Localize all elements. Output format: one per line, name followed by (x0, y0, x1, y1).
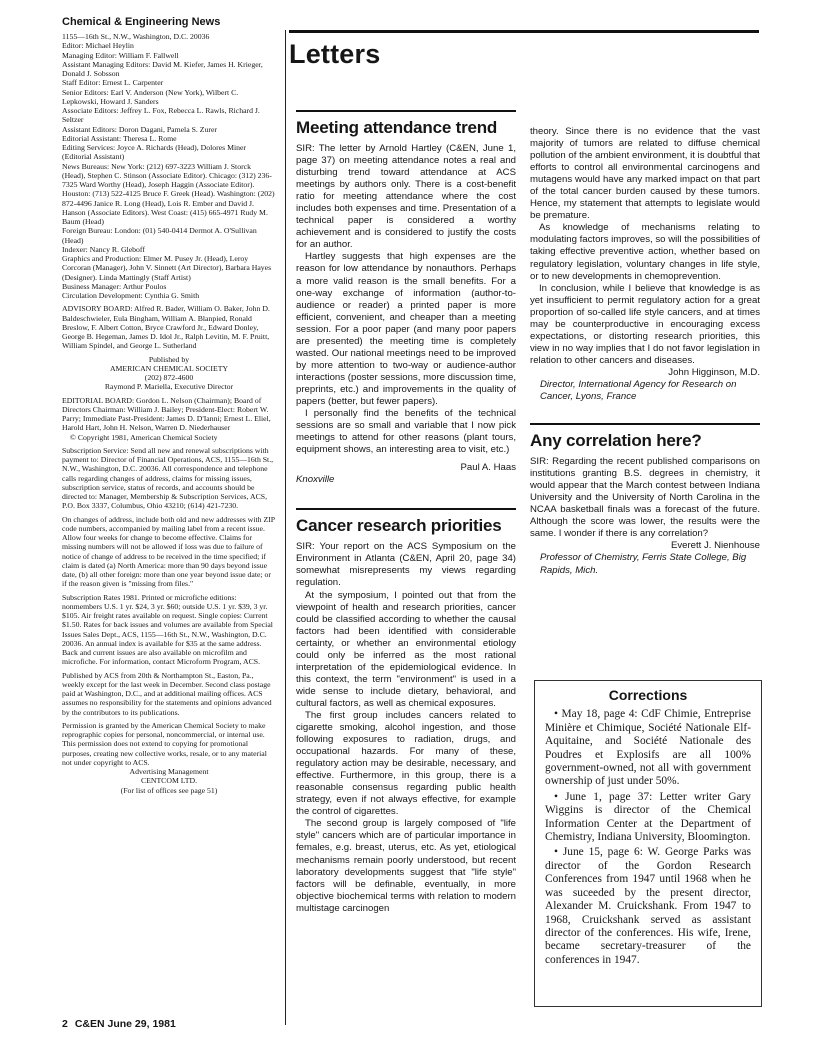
page-number: 2 (62, 1018, 68, 1030)
subscription-rates: Subscription Rates 1981. Printed or microfiche editions: nonmembers U.S. 1 yr. $24, 3 yr. $60; outside U.S. 1 yr. $39, 3 yr. $105. Air freight rates available on request. Single copies: Current $1.50. Rates for back issues and volumes are available from Special Issues Sales Dept., ACS, 1155—16th St., N.W., Washington, D.C. 20036. An annual index is available for $35 at the same address. Back and current issues are also available on microfilm and microfiche. For information, contact Microform Program, ACS. (62, 592, 273, 667)
staff-foreign-bureau: Foreign Bureau: London: (01) 540-0414 Dermot A. O'Sullivan (Head) (62, 226, 257, 245)
meeting-paragraph: I personally find the benefits of the technical sessions are so small and variable that I now pick meetings to attend for other reasons (plant tours, equipment shows, an interesting area to visit, etc.) (296, 408, 516, 456)
staff-managing-editor: Managing Editor: William F. Fallwell (62, 50, 179, 60)
cancer-paragraph: At the symposium, I pointed out that from the viewpoint of health and research priorities, cancer could be classified according to whether the causal factors had been identified with considerable certainty, or whether an environmental etiology could only be inferred as the most rational interpretation of the epidemiological evidence. In this context, the term "environment" is used in a wide sense to include dietary, behavioral, and cultural factors, as well as chemical exposures. (296, 589, 516, 709)
advertising-title: Advertising Management (129, 767, 209, 776)
permission-notice: Permission is granted by the American Chemical Society to make reprographic copies for personal, noncommercial, or internal use. This permission does not extend to copying for promotional purposes, creating new collective works, resale, or to any material not under copyright to ACS. (62, 720, 267, 767)
correction-item: • June 1, page 37: Letter writer Gary Wiggins is director of the Chemical Information Center at the Department of Chemistry, Indiana University, Bloomington. (545, 790, 751, 844)
staff-business-manager: Business Manager: Arthur Poulos (62, 281, 167, 291)
publisher-block (62, 355, 276, 392)
staff-staff-editor: Staff Editor: Ernest L. Carpenter (62, 78, 164, 88)
meeting-paragraph: Hartley suggests that high expenses are the reason for low attendance by nonauthors. Perhaps a more valid reason is the small benefits. For a one-way exchange of information (author-to-audience or reader) a printed paper is more efficient, convenient, and cheaper than a meeting session. For a poor paper (and many poor papers are presented) the meeting time is completely wasted. Our national meetings need to be improved by more attention to two-way or audience-author interactions (poster sessions, more discussion time, preprints, etc.) and improvements in the quality of papers (better, but fewer papers). (296, 251, 516, 407)
staff-associate-editors: Associate Editors: Jeffrey L. Fox, Rebecca L. Rawls, Richard J. Seltzer (62, 106, 260, 125)
corrections-box (534, 680, 762, 1007)
letters-column-right (530, 110, 760, 577)
staff-circulation: Circulation Development: Cynthia G. Smith (62, 291, 200, 300)
publisher-name: AMERICAN CHEMICAL SOCIETY (109, 363, 229, 373)
cancer-continuation: As knowledge of mechanisms relating to modulating factors improves, so will the possibilities of taking effective preventive action, whether based on regulatory legislation, voluntary changes in life style, or to new developments in chemoprevention. (530, 222, 760, 282)
publisher-line: Published by (148, 354, 190, 364)
publication-name: Chemical & Engineering News (62, 16, 221, 28)
masthead-address: 1155—16th St., N.W., Washington, D.C. 20036 (62, 32, 210, 41)
corrections-title: Corrections (608, 687, 688, 703)
correlation-paragraph: SIR: Regarding the recent published comparisons on institutions granting B.S. degrees in chemistry, it would appear that the March contest between Indiana University and the University of North Carolina in the NCAA basketball finals was a forecast of the future. Although the score was lower, the results were the same. I wonder if there is any correlation? (530, 456, 760, 540)
staff-graphics-production: Graphics and Production: Elmer M. Pusey Jr. (Head), Leroy Corcoran (Manager), John V. Sinnett (Art Director), Barbara Hayes (Designer). Linda Mattingly (Staff Artist) (62, 254, 272, 282)
staff-editorial-assistant: Editorial Assistant: Theresa L. Rome (62, 133, 177, 143)
letters-column-left (296, 110, 516, 915)
subscription-service: Subscription Service: Send all new and renewal subscriptions with payment to: Director of Financial Operations, ACS, 1155—16th St., N.W., Washington, D.C. 20036. All correspondence and telephone calls regarding changes of address, claims for missing issues, subscription service, status of records, and accounts should be directed to: Manager, Membership & Subscription Services, ACS, P.O. Box 3337, Columbus, Ohio 43210; (614) 421-7230. (62, 445, 274, 511)
correlation-affiliation: Professor of Chemistry, Ferris State College, Big Rapids, Mich. (540, 552, 747, 576)
publisher-phone: (202) 872-4600 (144, 373, 194, 382)
cancer-continuation: theory. Since there is no evidence that the vast majority of tumors are related to diffuse chemical pollution of the ambient environment, it is doubtful that efforts to control all environmental carcinogens and mutagens would have any marked impact on that part of the total cancer burden caused by these tumors. Hence, my statement that attempts to legislate would be premature. (530, 126, 760, 222)
meeting-signature: Paul A. Haas (460, 462, 516, 474)
section-title: Letters (289, 39, 381, 69)
issue-date: C&EN June 29, 1981 (74, 1018, 176, 1030)
column-divider (285, 30, 286, 1025)
correction-item: • May 18, page 4: CdF Chimie, Entreprise Minière et Chimique, Société Nationale Elf-Aquitaine, and Société Nationale des Poudres et Explosifs are all 100% government-owned, not all with government ownership of just under 50%. (545, 708, 751, 788)
correlation-title: Any correlation here? (530, 423, 760, 451)
cancer-title: Cancer research priorities (296, 508, 516, 536)
meeting-paragraph: SIR: The letter by Arnold Hartley (C&EN, June 1, page 37) on meeting attendance notes a real and disturbing trend toward attendance at ACS meetings by authors only. There is a cost-benefit ratio for meeting attendance where the cost includes both expenses and time. Presentation of a technical paper is considered a worthy achievement and is considered to justify the costs for an author. (296, 143, 516, 251)
staff-news-bureaus: News Bureaus: New York: (212) 697-3223 William J. Storck (Head), Stephen C. Stinson (Associate Editor). Chicago: (312) 236-7325 Ward Worthy (Head), Joseph Haggin (Associate Editor). Houston: (713) 522-4125 Bruce F. Greek (Head). Washington: (202) 872-4496 Janice R. Long (Head), Lois R. Ember and David J. Hanson (Associate Editors). West Coast: (415) 665-4971 Rudy M. Baum (Head) (62, 161, 275, 226)
advertising-block (62, 767, 276, 795)
page-footer (62, 1018, 183, 1030)
advertising-offices: (For list of offices see page 51) (120, 785, 218, 795)
staff-editing-services: Editing Services: Joyce A. Richards (Head), Dolores Miner (Editorial Assistant) (62, 143, 247, 162)
correlation-signature: Everett J. Nienhouse (670, 540, 760, 552)
staff-editor: Editor: Michael Heylin (62, 41, 134, 51)
publisher-director: Raymond P. Mariella, Executive Director (104, 382, 234, 392)
cancer-paragraph: The first group includes cancers related to cigarette smoking, alcohol ingestion, and those following exposures to radiation, drugs, and occupational hazards. For many of these, regulatory action may be desirable, necessary, and effective. Furthermore, in this group, there is a reasonable consensus regarding public health strategy, even if not always effective, for example the control of cigarettes. (296, 709, 516, 818)
cancer-affiliation: Director, International Agency for Research on Cancer, Lyons, France (540, 378, 737, 403)
cancer-paragraph: SIR: Your report on the ACS Symposium on the Environment in Atlanta (C&EN, April 20, page 34) somewhat misrepresents my views regarding regulation. (296, 541, 516, 589)
meeting-title: Meeting attendance trend (296, 110, 516, 138)
meeting-affiliation: Knoxville (296, 474, 335, 486)
correction-item: • June 15, page 6: W. George Parks was director of the Gordon Research Conferences from 1947 until 1968 when he was suceeded by the present director, Alexander M. Cruickshank. From 1947 to 1968, Cruickshank served as assistant director of the conferences. His wife, Irene, became secretary-treasurer of the conferences in 1947. (545, 846, 751, 966)
advisory-board: ADVISORY BOARD: Alfred R. Bader, William O. Baker, John D. Baldeschwieler, Eula Bingham, William A. Blanpied, Ronald Breslow, F. Albert Cotton, Bryce Crawford Jr., Edward Donley, George B. Hegeman, James D. Idol Jr., Ralph Levitin, M. F. Pruitt, William Spindel, and George L. Sutherland (62, 304, 270, 351)
copyright-notice: © Copyright 1981, American Chemical Society (70, 432, 218, 442)
staff-senior-editors: Senior Editors: Earl V. Anderson (New York), Wilbert C. Lepkowski, Howard J. Sanders (62, 87, 239, 106)
publication-notice: Published by ACS from 20th & Northampton St., Easton, Pa., weekly except for the last week in December. Second class postage paid at Washington, D.C., and at additional mailing offices. ACS assumes no responsibility for the statements and opinions advanced by the contributors to its publications. (62, 670, 272, 717)
staff-assistant-managing-editors: Assistant Managing Editors: David M. Kiefer, James H. Krieger, Donald J. Sobsson (62, 59, 263, 78)
change-of-address: On changes of address, include both old and new addresses with ZIP code numbers, accompanied by mailing label from a recent issue. Allow four weeks for change to become effective. Claims for missing numbers will not be allowed if loss was due to failure of notice of change of address to be received in the time specified; if claim is dated (a) North America: more than 90 days beyond issue date, (b) all other foreign: more than one year beyond issue date; or if the reason given is "missing from files." (62, 514, 275, 589)
cancer-continuation: In conclusion, while I believe that knowledge is as yet insufficient to permit regulatory action for a great proportion of so-called life style cancers, and at times may be counterproductive in encouraging excess expectations, or distorting research priorities, this view in no way implies that I do not favor legislation in relation to other cancers and diseases. (530, 282, 760, 366)
masthead (62, 16, 276, 1021)
cancer-paragraph: The second group is largely composed of "life style" cancers which are of particular importance in females, e.g. breast, uterus, etc. As yet, etiological mechanisms remain poorly understood, but recent laboratory developments suggest that "life style" factors will be definable, eventually, in more objective biochemical terms with relation to modern multistage carcinogen (296, 818, 516, 914)
letters-header (289, 30, 759, 70)
staff-assistant-editors: Assistant Editors: Doron Dagani, Pamela S. Zurer (62, 124, 217, 134)
staff-indexer: Indexer: Nancy R. Gleboff (62, 244, 145, 254)
editorial-board: EDITORIAL BOARD: Gordon L. Nelson (Chairman); Board of Directors Chairman: William J. Bailey; President-Elect: Robert W. Parry; Immediate Past-President: James D. D'Ianni; Ernest L. Eliel, Harold Hart, John H. Nelson, Warren D. Niederhauser (62, 395, 271, 433)
advertising-company: CENTCOM LTD. (140, 776, 198, 786)
cancer-signature: John Higginson, M.D. (668, 366, 760, 378)
